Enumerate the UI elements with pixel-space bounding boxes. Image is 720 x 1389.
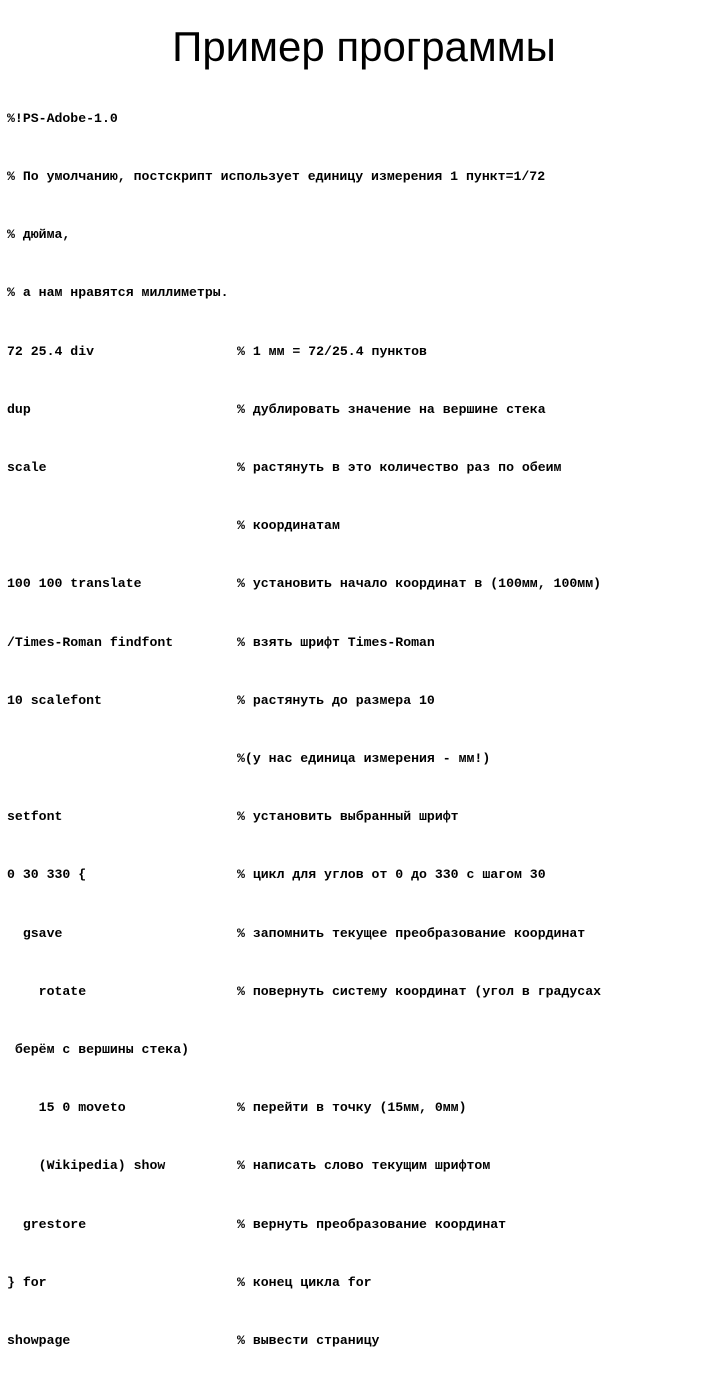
code-line — [7, 749, 601, 768]
code-line — [7, 982, 601, 1001]
code-comment: % запомнить текущее преобразование координат — [237, 925, 586, 941]
code-line — [7, 167, 601, 186]
code-comment: %(у нас единица измерения - мм!) — [237, 751, 491, 767]
code-text: grestore — [7, 1216, 87, 1232]
code-comment: % повернуть систему координат (угол в градусах — [237, 983, 602, 999]
code-text: } for — [7, 1274, 47, 1290]
code-comment: % установить начало координат в (100мм, 100мм) — [237, 576, 602, 592]
code-text: rotate — [7, 983, 87, 999]
code-text: 72 25.4 div — [7, 343, 95, 359]
code-text: showpage — [7, 1333, 71, 1349]
code-text: setfont — [7, 809, 63, 825]
code-line — [7, 283, 601, 302]
code-line — [7, 400, 601, 419]
code-line — [7, 1156, 601, 1175]
code-line — [7, 109, 601, 128]
slide-title: Пример программы — [172, 23, 556, 70]
code-comment: % вывести страницу — [237, 1333, 380, 1349]
code-text: 15 0 moveto — [7, 1100, 126, 1116]
code-comment: % взять шрифт Times-Roman — [237, 634, 435, 650]
code-text: (Wikipedia) show — [7, 1158, 166, 1174]
code-line — [7, 924, 601, 943]
code-line — [7, 1040, 601, 1059]
code-line — [7, 633, 601, 652]
code-comment: % координатам — [237, 518, 340, 534]
code-text: dup — [7, 401, 31, 417]
code-listing — [7, 70, 601, 1389]
code-text: scale — [7, 460, 47, 476]
code-comment: % конец цикла for — [237, 1274, 372, 1290]
code-comment: % перейти в точку (15мм, 0мм) — [237, 1100, 467, 1116]
code-text: %!PS-Adobe-1.0 — [7, 110, 118, 126]
code-line — [7, 691, 601, 710]
code-text: 10 scalefont — [7, 692, 102, 708]
code-comment: % растянуть до размера 10 — [237, 692, 435, 708]
code-line — [7, 574, 601, 593]
code-comment: % написать слово текущим шрифтом — [237, 1158, 491, 1174]
code-line — [7, 516, 601, 535]
code-line — [7, 458, 601, 477]
code-text: 0 30 330 { — [7, 867, 87, 883]
code-text: % По умолчанию, постскрипт использует единицу измерения 1 пункт=1/72 — [7, 169, 546, 185]
code-comment: % дублировать значение на вершине стека — [237, 401, 546, 417]
code-line — [7, 1215, 601, 1234]
code-line — [7, 807, 601, 826]
code-line — [7, 342, 601, 361]
code-comment: % цикл для углов от 0 до 330 с шагом 30 — [237, 867, 546, 883]
code-text: 100 100 translate — [7, 576, 142, 592]
code-text: % дюйма, — [7, 227, 71, 243]
code-line — [7, 1098, 601, 1117]
code-text: % а нам нравятся миллиметры. — [7, 285, 229, 301]
code-line — [7, 1273, 601, 1292]
code-comment: % установить выбранный шрифт — [237, 809, 459, 825]
code-comment: % растянуть в это количество раз по обеим — [237, 460, 562, 476]
code-comment: % 1 мм = 72/25.4 пунктов — [237, 343, 427, 359]
code-line — [7, 865, 601, 884]
code-text: gsave — [7, 925, 63, 941]
code-comment: % вернуть преобразование координат — [237, 1216, 507, 1232]
code-text: берём с вершины стека) — [7, 1042, 190, 1058]
code-line — [7, 1331, 601, 1350]
code-line — [7, 225, 601, 244]
code-text: /Times-Roman findfont — [7, 634, 174, 650]
